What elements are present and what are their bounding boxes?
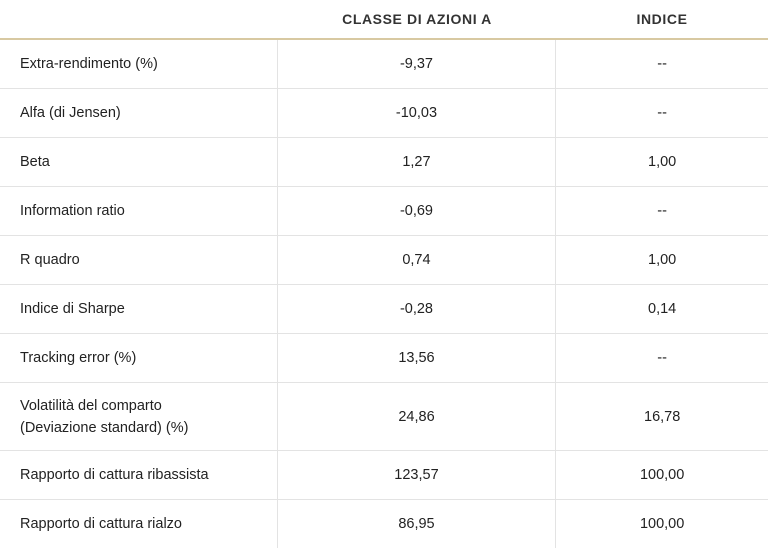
table-row bbox=[0, 236, 768, 285]
row-label: Alfa (di Jensen) bbox=[0, 89, 278, 137]
index-value: 100,00 bbox=[639, 516, 685, 532]
table-row bbox=[0, 89, 768, 138]
table-header bbox=[0, 0, 768, 40]
table-row bbox=[0, 500, 768, 548]
index-value: 1,00 bbox=[648, 154, 677, 170]
table-row bbox=[0, 334, 768, 383]
table-row bbox=[0, 187, 768, 236]
index-value: -- bbox=[657, 105, 667, 121]
row-label: Indice di Sharpe bbox=[0, 285, 278, 333]
share-class-value: -0,69 bbox=[278, 187, 557, 235]
row-label: R quadro bbox=[0, 236, 278, 284]
share-class-value: 0,74 bbox=[278, 236, 557, 284]
index-value: 16,78 bbox=[644, 408, 681, 425]
share-class-value: 13,56 bbox=[278, 334, 557, 382]
table-row bbox=[0, 383, 768, 451]
share-class-value: -10,03 bbox=[278, 89, 557, 137]
table-row bbox=[0, 285, 768, 334]
index-value: 1,00 bbox=[648, 252, 677, 268]
share-class-value: 24,86 bbox=[278, 383, 557, 450]
row-label: Tracking error (%) bbox=[0, 334, 278, 382]
row-label: Information ratio bbox=[0, 187, 278, 235]
share-class-value: 86,95 bbox=[278, 500, 557, 548]
row-label: Volatilità del comparto (Deviazione standard) (%) bbox=[0, 383, 278, 450]
index-value: 100,00 bbox=[639, 467, 685, 483]
share-class-value: 1,27 bbox=[278, 138, 557, 186]
table-row bbox=[0, 40, 768, 89]
index-value: -- bbox=[657, 350, 667, 366]
row-label: Extra-rendimento (%) bbox=[0, 40, 278, 88]
share-class-value: -9,37 bbox=[278, 40, 557, 88]
share-class-value: -0,28 bbox=[278, 285, 557, 333]
share-class-value: 123,57 bbox=[278, 451, 557, 499]
index-value: 0,14 bbox=[648, 301, 677, 317]
index-value: -- bbox=[657, 56, 667, 72]
header-index: INDICE bbox=[636, 11, 688, 27]
index-value: -- bbox=[657, 203, 667, 219]
table-row bbox=[0, 138, 768, 187]
row-label: Rapporto di cattura ribassista bbox=[0, 451, 278, 499]
row-label: Beta bbox=[0, 138, 278, 186]
row-label: Rapporto di cattura rialzo bbox=[0, 500, 278, 548]
header-share-class-a: CLASSE DI AZIONI A bbox=[342, 11, 492, 27]
table-row bbox=[0, 451, 768, 500]
